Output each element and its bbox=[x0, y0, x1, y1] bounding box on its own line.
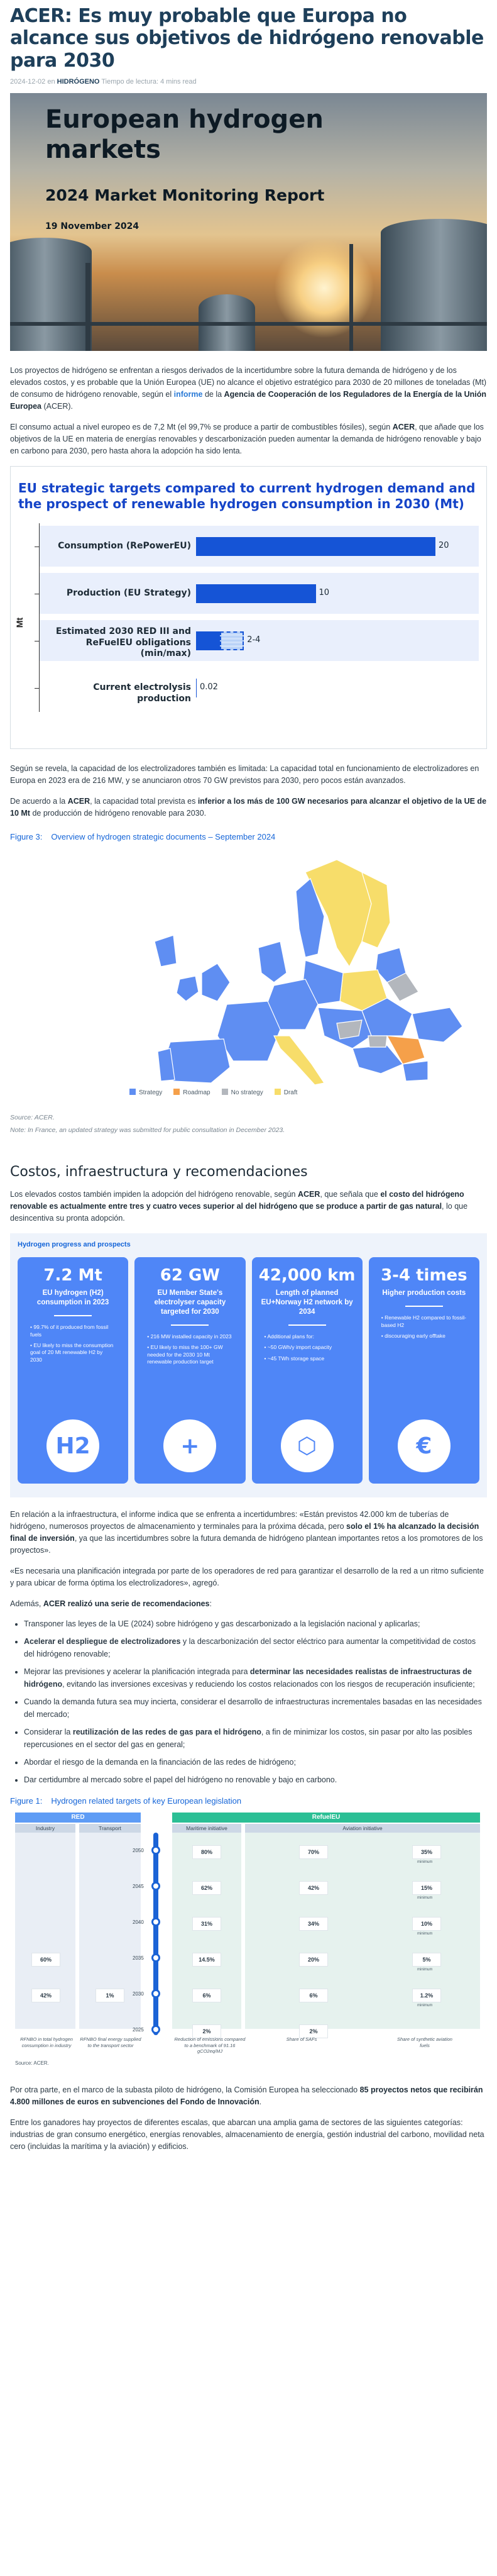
bar-value-label: 0.02 bbox=[200, 682, 218, 692]
figure-footnote: RFNBO final energy supplied to the transport sector bbox=[80, 2036, 141, 2048]
card-detail: • ~50 GWh/y import capacity bbox=[264, 1344, 332, 1351]
recommendation-item: • Acelerar el despliegue de electrolizadores y la descarbonización del sector eléctrico para aumentar la competitividad de costos del hidrógeno renovable; bbox=[24, 1635, 487, 1660]
timeline-dot bbox=[151, 1953, 160, 1962]
hero-title: European hydrogen markets bbox=[45, 105, 324, 165]
card-big-number: 62 GW bbox=[160, 1266, 220, 1285]
timeline-dot bbox=[151, 2025, 160, 2034]
fig3-note: Note: In France, an updated strategy was submitted for public consultation in December 2023. bbox=[10, 1126, 285, 1135]
card-detail: • discouraging early offtake bbox=[381, 1333, 445, 1340]
paragraph-5: Los elevados costos también impiden la adopción del hidrógeno renovable, según ACER, que señala que el costo del hidrógeno renovable es actualmente entre tres y cuatro veces superior al del hidrógeno que se produce a partir de gas natural, lo que desincentiva su pronta adopción. bbox=[10, 1190, 468, 1223]
card-detail: • Renewable H2 compared to fossil- based H2 bbox=[381, 1314, 467, 1328]
maritime-target: 6% bbox=[192, 1989, 221, 2002]
maritime-target: 31% bbox=[192, 1917, 221, 1931]
paragraph-8: Además, ACER realizó una serie de recomendaciones: bbox=[10, 1599, 212, 1609]
targets-chart-card bbox=[10, 466, 487, 749]
maritime-target: 2% bbox=[192, 2024, 221, 2038]
minimum-label: minimum bbox=[417, 1860, 433, 1865]
progress-cards bbox=[18, 1257, 479, 1484]
paragraph-9: Por otra parte, en el marco de la subasta piloto de hidrógeno, la Comisión Europea ha seleccionado 85 proyectos netos que recibirán 4.800 millones de euros en subvenciones del Fondo de Innovación. bbox=[10, 2085, 483, 2107]
figure-footnote: Share of synthetic aviation fuels bbox=[397, 2036, 452, 2048]
timeline-year: 2045 bbox=[133, 1884, 144, 1890]
bar-label: Production (EU Strategy) bbox=[66, 588, 191, 599]
section-heading-costs: Costos, infraestructura y recomendaciones bbox=[10, 1164, 308, 1180]
timeline-year: 2025 bbox=[133, 2027, 144, 2033]
map-legend bbox=[129, 1089, 297, 1096]
synthetic-fuel-target: 5% bbox=[412, 1953, 441, 1967]
bar-value-label: 20 bbox=[439, 541, 449, 551]
timeline-year: 2035 bbox=[133, 1955, 144, 1962]
saf-target: 34% bbox=[299, 1917, 328, 1931]
col-maritime: Maritime initiative bbox=[172, 1824, 241, 1833]
saf-target: 70% bbox=[299, 1845, 328, 1859]
timeline-year: 2050 bbox=[133, 1848, 144, 1854]
card-details bbox=[24, 1324, 122, 1363]
col-aviation: Aviation initiative bbox=[245, 1824, 480, 1833]
paragraph-3: Según se revela, la capacidad de los electrolizadores también es limitada: La capacidad total en funcionamiento de electrolizadores en Europa en 2023 era de 216 MW, y se anunciaron otros 70 GW previstos para 2030, pero pocos están avanzados. bbox=[10, 764, 479, 786]
strategy-map-figure bbox=[10, 832, 487, 1146]
targets-chart-title: EU strategic targets compared to current hydrogen demand and the prospect of renewable hydrogen consumption in 2030 (Mt) bbox=[18, 480, 476, 512]
maritime-target: 80% bbox=[192, 1845, 221, 1859]
synthetic-fuel-target: 10% bbox=[412, 1917, 441, 1931]
saf-target: 42% bbox=[299, 1881, 328, 1895]
legislation-targets-figure bbox=[10, 1796, 487, 2073]
legend-item: Roadmap bbox=[173, 1089, 210, 1096]
recommendation-item: • Abordar el riesgo de la demanda en la financiación de las redes de hidrógeno; bbox=[24, 1756, 487, 1768]
card-detail: • ~45 TWh storage space bbox=[264, 1355, 325, 1362]
targets-bar-chart bbox=[14, 523, 479, 737]
timeline-rail bbox=[153, 1833, 158, 2035]
timeline-dot bbox=[151, 1846, 160, 1855]
timeline-year: 2040 bbox=[133, 1919, 144, 1926]
card-big-number: 7.2 Mt bbox=[43, 1266, 102, 1285]
figure-footnote: Reduction of emissions compared to a benchmark of 91.16 gCO2eq/MJ bbox=[174, 2036, 246, 2054]
data-bar bbox=[196, 679, 197, 697]
fig1-title: Figure 1: Hydrogen related targets of key European legislation bbox=[10, 1796, 242, 1806]
bar-value-label: 10 bbox=[319, 588, 330, 598]
fig3-title: Figure 3: Overview of hydrogen strategic documents – September 2024 bbox=[10, 832, 276, 842]
saf-target: 6% bbox=[299, 1989, 328, 2002]
legend-item: Strategy bbox=[129, 1089, 162, 1096]
figure-footnote: Share of SAFs bbox=[286, 2036, 317, 2043]
card-detail: • Additional plans for: bbox=[264, 1333, 315, 1340]
industry-target: 42% bbox=[31, 1989, 60, 2002]
data-bar bbox=[196, 584, 316, 603]
card-divider bbox=[288, 1324, 326, 1326]
paragraph-6: En relación a la infraestructura, el informe indica que se enfrenta a incertidumbres: «Están previstos 42.000 km de tuberías de hidrógeno, numerosos proyectos de almacenamiento y terminales para la próxima década, pero solo el 1% ha alcanzado la decisión final de inversión, ya que las incertidumbres sobre la futura demanda de hidrógeno plantean importantes retos a los promotores de los proyectos». bbox=[10, 1510, 483, 1555]
timeline-dot bbox=[151, 1918, 160, 1926]
red-group-header: RED bbox=[15, 1813, 141, 1823]
maritime-target: 14.5% bbox=[192, 1953, 221, 1967]
card-icon: + bbox=[163, 1419, 216, 1472]
card-detail: • EU likely to miss the consumption goal of 20 Mt renewable H2 by 2030 bbox=[30, 1341, 114, 1363]
bar-label: Consumption (RePowerEU) bbox=[58, 541, 191, 552]
bar-label: Estimated 2030 RED III and ReFuelEU obligations (min/max) bbox=[55, 626, 191, 659]
recommendation-item: • Mejorar las previsiones y acelerar la planificación integrada para determinar las necesidades realistas de infraestructuras de hidrógeno, evitando las inversiones excesivas y reduciendo los costos relacionados con los riesgos de recuperación insuficiente; bbox=[24, 1665, 487, 1690]
progress-card bbox=[252, 1257, 363, 1484]
card-details bbox=[141, 1333, 239, 1366]
refuel-group-header: RefuelEU bbox=[172, 1813, 480, 1823]
saf-target: 20% bbox=[299, 1953, 328, 1967]
minimum-label: minimum bbox=[417, 2004, 433, 2008]
paragraph-1: Los proyectos de hidrógeno se enfrentan a riesgos derivados de la incertidumbre sobre la futura demanda de hidrógeno y de los elevados costos, y es probable que la Unión Europea (UE) no alcance el objetivo estratégico para 2030 de 20 millones de toneladas (Mt) de consumo de hidrógeno renovable, según el informe de la Agencia de Cooperación de los Reguladores de la Energía de la Unión Europea (ACER). bbox=[10, 366, 487, 411]
card-divider bbox=[54, 1315, 92, 1316]
synthetic-fuel-target: 35% bbox=[412, 1845, 441, 1859]
card-detail: • 99.7% of it produced from fossil fuels bbox=[30, 1324, 109, 1338]
read-time: Tiempo de lectura: 4 mins read bbox=[101, 78, 197, 86]
legend-item: No strategy bbox=[222, 1089, 263, 1096]
card-subtitle: EU Member State's electrolyser capacity targeted for 2030 bbox=[154, 1289, 226, 1316]
bar-label: Current electrolysis production bbox=[93, 682, 191, 704]
paragraph-10: Entre los ganadores hay proyectos de diferentes escalas, que abarcan una amplia gama de sectores de las siguientes categorías: industrias de gran consumo energético, energías renovables, almacenamiento de energía, gestión industrial del carbono, movilidad neta cero (incluidas la marítima y la aviación) y edificios. bbox=[10, 2118, 484, 2151]
card-details bbox=[375, 1314, 473, 1340]
report-link[interactable]: informe bbox=[173, 390, 203, 399]
figure-footnote: RFNBO in total hydrogen consumption in industry bbox=[20, 2036, 73, 2048]
data-bar-range bbox=[220, 631, 244, 650]
col-industry: Industry bbox=[15, 1824, 75, 1833]
col-transport: Transport bbox=[79, 1824, 141, 1833]
timeline-dot bbox=[151, 1989, 160, 1998]
card-subtitle: Higher production costs bbox=[382, 1289, 466, 1297]
article-title: ACER: Es muy probable que Europa no alcance sus objetivos de hidrógeno renovable para 2030 bbox=[10, 5, 484, 72]
progress-infographic bbox=[10, 1233, 487, 1497]
transport-target: 1% bbox=[96, 1989, 124, 2002]
card-details bbox=[258, 1333, 356, 1362]
progress-card bbox=[369, 1257, 479, 1484]
fig3-source: Source: ACER. bbox=[10, 1114, 55, 1122]
progress-card bbox=[134, 1257, 245, 1484]
hero-subtitle: 2024 Market Monitoring Report bbox=[45, 186, 325, 205]
card-detail: • EU likely to miss the 100+ GW needed for the 2030 10 Mt renewable production target bbox=[147, 1344, 223, 1365]
europe-map bbox=[10, 847, 487, 1086]
fig1-source: Source: ACER. bbox=[15, 2060, 49, 2067]
recommendation-item: • Cuando la demanda futura sea muy incierta, considerar el desarrollo de infraestructuras incrementales basadas en las necesidades del mercado; bbox=[24, 1696, 487, 1721]
article-date: 2024-12-02 bbox=[10, 78, 46, 86]
minimum-label: minimum bbox=[417, 1932, 433, 1936]
saf-target: 2% bbox=[299, 2024, 328, 2038]
card-icon: ⬡ bbox=[281, 1419, 334, 1472]
data-bar bbox=[196, 537, 435, 556]
recommendations-list bbox=[10, 1618, 487, 1786]
progress-card bbox=[18, 1257, 128, 1484]
minimum-label: minimum bbox=[417, 1896, 433, 1901]
timeline-year: 2030 bbox=[133, 1991, 144, 1997]
hero-image bbox=[10, 93, 487, 351]
synthetic-fuel-target: 1.2% bbox=[412, 1989, 441, 2002]
data-bar bbox=[196, 631, 220, 650]
card-subtitle: EU hydrogen (H2) consumption in 2023 bbox=[36, 1289, 109, 1307]
maritime-target: 62% bbox=[192, 1881, 221, 1895]
progress-title: Hydrogen progress and prospects bbox=[18, 1241, 131, 1249]
article-category-link[interactable]: HIDRÓGENO bbox=[57, 78, 100, 86]
paragraph-2: El consumo actual a nivel europeo es de 7,2 Mt (el 99,7% se produce a partir de combustibles fósiles), según ACER, que añade que los objetivos de la UE en materia de energías renovables y descarbonización pueden aumentar la demanda de hidrógeno renovable y bajo en carbono para 2030, pero hasta ahora la adopción ha sido lenta. bbox=[10, 423, 484, 456]
card-detail: • 216 MW installed capacity in 2023 bbox=[147, 1333, 232, 1340]
card-divider bbox=[171, 1324, 209, 1326]
recommendation-item: • Considerar la reutilización de las redes de gas para el hidrógeno, a fin de minimizar los costos, sin pasar por alto las posibles repercusiones en el sector del gas en general; bbox=[24, 1726, 487, 1751]
legend-item: Draft bbox=[275, 1089, 298, 1096]
recommendation-item: • Transponer las leyes de la UE (2024) sobre hidrógeno y gas descarbonizado a la legislación nacional y aplicarlas; bbox=[24, 1618, 487, 1630]
industry-target: 60% bbox=[31, 1953, 60, 1967]
card-subtitle: Length of planned EU+Norway H2 network by 2034 bbox=[261, 1289, 353, 1316]
timeline-dot bbox=[151, 1882, 160, 1890]
synthetic-fuel-target: 15% bbox=[412, 1881, 441, 1895]
paragraph-7: «Es necesaria una planificación integrada por parte de los operadores de red para garantizar el desarrollo de la red a un ritmo suficiente y para ubicar de forma óptima los electrolizadores», agregó. bbox=[10, 1567, 484, 1588]
card-big-number: 3-4 times bbox=[381, 1266, 467, 1285]
article-meta: 2024-12-02 en HIDRÓGENO Tiempo de lectura: 4 mins read bbox=[10, 78, 197, 86]
recommendation-item: • Dar certidumbre al mercado sobre el papel del hidrógeno no renovable y bajo en carbono. bbox=[24, 1774, 487, 1786]
minimum-label: minimum bbox=[417, 1968, 433, 1972]
bar-value-label: 2-4 bbox=[247, 635, 261, 645]
card-icon: H2 bbox=[46, 1419, 99, 1472]
card-icon: € bbox=[398, 1419, 451, 1472]
y-axis-label: Mt bbox=[14, 618, 25, 628]
hero-date: 19 November 2024 bbox=[45, 221, 139, 232]
card-big-number: 42,000 km bbox=[258, 1266, 356, 1285]
paragraph-4: De acuerdo a la ACER, la capacidad total prevista es inferior a los más de 100 GW necesarios para alcanzar el objetivo de la UE de 10 Mt de producción de hidrógeno renovable para 2030. bbox=[10, 797, 487, 818]
y-tick bbox=[35, 688, 40, 689]
card-divider bbox=[405, 1306, 443, 1307]
